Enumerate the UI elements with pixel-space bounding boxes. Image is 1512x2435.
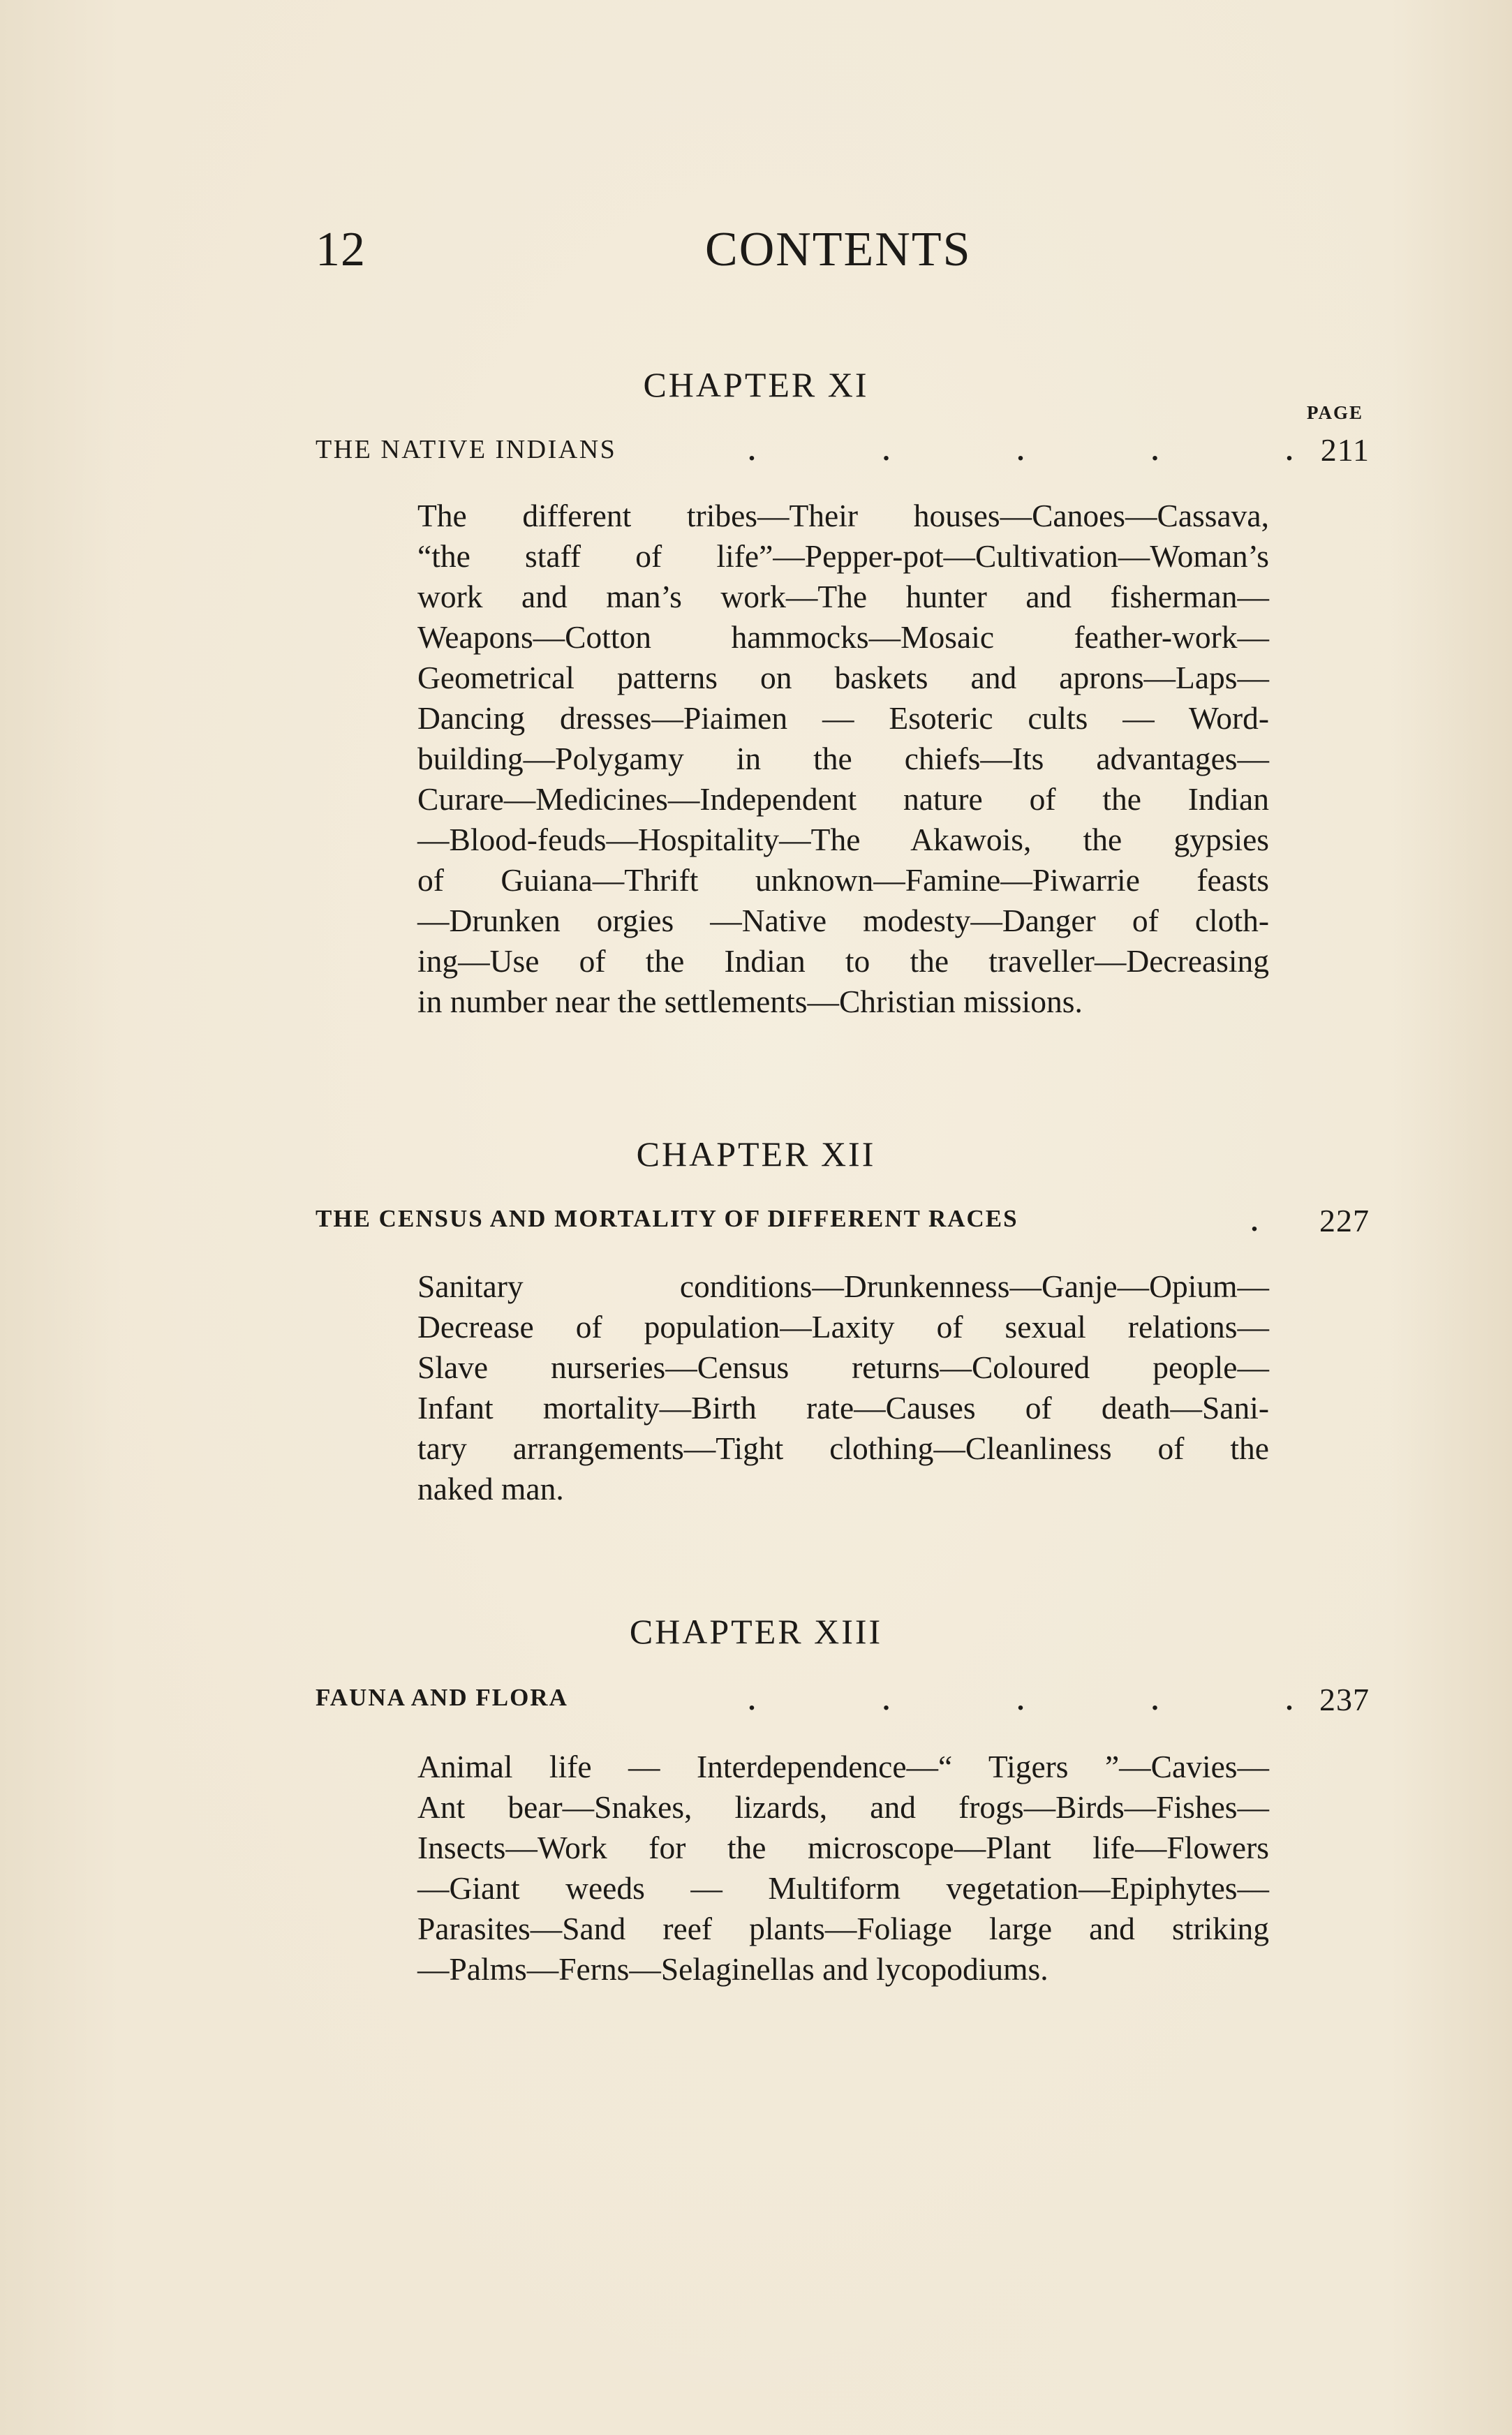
summary-line: Weapons—Cotton hammocks—Mosaic feather-work—: [417, 619, 1269, 655]
chapter-summary-xii: [417, 1266, 1269, 1509]
entry-title: FAUNA AND FLORA: [316, 1684, 568, 1711]
chapter-heading-xii: CHAPTER XII: [636, 1134, 876, 1174]
summary-line: ing—Use of the Indian to the traveller—Decreasing: [417, 943, 1269, 979]
summary-line: Decrease of population—Laxity of sexual relations—: [417, 1309, 1269, 1345]
summary-line: Dancing dresses—Piaimen — Esoteric cults — Word-: [417, 700, 1269, 736]
summary-line: Slave nurseries—Census returns—Coloured people—: [417, 1349, 1269, 1385]
summary-line: tary arrangements—Tight clothing—Cleanliness of the: [417, 1430, 1269, 1466]
summary-line: Geometrical patterns on baskets and aprons—Laps—: [417, 660, 1269, 695]
summary-line: —Palms—Ferns—Selaginellas and lycopodiums.: [417, 1951, 1048, 1987]
toc-entry-census-mortality[interactable]: [316, 1205, 1370, 1247]
summary-line: work and man’s work—The hunter and fisherman—: [417, 579, 1269, 614]
summary-line: Infant mortality—Birth rate—Causes of death—Sani-: [417, 1390, 1269, 1426]
summary-line: Parasites—Sand reef plants—Foliage large and striking: [417, 1911, 1269, 1946]
summary-line: —Giant weeds — Multiform vegetation—Epiphytes—: [417, 1870, 1269, 1906]
summary-line: The different tribes—Their houses—Canoes—Cassava,: [417, 498, 1269, 533]
dot-leader: . . . . .: [748, 1685, 1293, 1716]
toc-entry-fauna-flora[interactable]: [316, 1684, 1370, 1726]
page-column-label: PAGE: [1307, 402, 1363, 423]
summary-line: —Blood-feuds—Hospitality—The Akawois, the gypsies: [417, 822, 1269, 857]
entry-page-number: 227: [1319, 1203, 1370, 1238]
entry-page-number: 237: [1319, 1682, 1370, 1717]
summary-line: Curare—Medicines—Independent nature of the Indian: [417, 781, 1269, 817]
summary-line: Sanitary conditions—Drunkenness—Ganje—Opium—: [417, 1268, 1269, 1304]
summary-line: “the staff of life”—Pepper-pot—Cultivation—Woman’s: [417, 538, 1269, 574]
page-number: 12: [316, 223, 366, 276]
chapter-summary-xi: [417, 496, 1269, 1022]
summary-line: Insects—Work for the microscope—Plant life—Flowers: [417, 1830, 1269, 1865]
summary-line: of Guiana—Thrift unknown—Famine—Piwarrie feasts: [417, 862, 1269, 898]
summary-line: naked man.: [417, 1471, 564, 1507]
chapter-heading-xi: CHAPTER XI: [643, 365, 869, 404]
summary-line: building—Polygamy in the chiefs—Its advantages—: [417, 741, 1269, 776]
toc-entry-native-indians[interactable]: [316, 434, 1370, 476]
summary-line: Ant bear—Snakes, lizards, and frogs—Birds—Fishes—: [417, 1789, 1269, 1825]
chapter-heading-xiii: CHAPTER XIII: [629, 1612, 883, 1651]
chapter-summary-xiii: [417, 1747, 1269, 1990]
dot-leader: .: [1251, 1206, 1258, 1237]
entry-title: THE CENSUS AND MORTALITY OF DIFFERENT RACES: [316, 1205, 1018, 1232]
summary-line: Animal life — Interdependence—“ Tigers ”—Cavies—: [417, 1749, 1269, 1784]
entry-page-number: 211: [1320, 432, 1370, 468]
summary-line: —Drunken orgies —Native modesty—Danger of cloth-: [417, 903, 1269, 938]
page-title: CONTENTS: [705, 223, 972, 276]
dot-leader: . . . . .: [748, 435, 1293, 466]
summary-line: in number near the settlements—Christian missions.: [417, 984, 1083, 1019]
entry-title: THE NATIVE INDIANS: [316, 435, 617, 464]
